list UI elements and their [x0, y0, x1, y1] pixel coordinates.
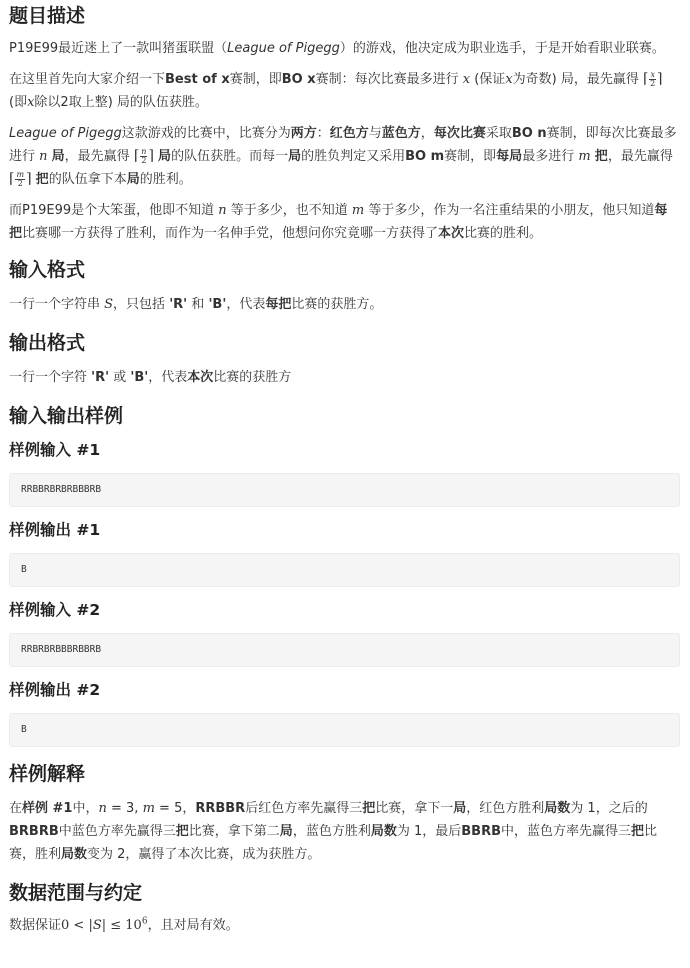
sample-output-1-title: 样例输出 #1: [9, 521, 101, 539]
output-format-heading: 输出格式: [9, 332, 86, 354]
description-paragraph-1: P19E99最近迷上了一款叫猪蛋联盟（League of Pigegg）的游戏，他决定成为职业选手，于是开始看职业联赛。: [9, 41, 665, 56]
explanation-heading: 样例解释: [9, 763, 86, 785]
description-paragraph-4: 而P19E99是个大笨蛋，他即不知道 n 等于多少，也不知道 m 等于多少，作为一名注重结果的小朋友，他只知道每把比赛哪一方获得了胜利，而作为一名伸手党，他想问你究竟哪一方获得了本次比赛的胜利。: [9, 203, 668, 241]
samples-heading: 输入输出样例: [9, 405, 124, 427]
sample-output-2-title: 样例输出 #2: [9, 681, 101, 699]
problem-statement: [0, 1, 690, 937]
sample-input-2[interactable]: RRBRBRBBBRBBRB: [9, 633, 680, 667]
input-format-text: 一行一个字符串 S，只包括 'R' 和 'B'，代表每把比赛的获胜方。: [9, 297, 383, 312]
sample-output-2[interactable]: B: [9, 713, 680, 747]
sample-input-1-title: 样例输入 #1: [9, 441, 101, 459]
constraints-heading: 数据范围与约定: [9, 882, 143, 904]
explanation-text: 在样例 #1中，n = 3, m = 5，RRBBR后红色方率先赢得三把比赛，拿下一局，红色方胜利局数为 1，之后的BRBRB中蓝色方率先赢得三把比赛，拿下第二局，蓝色方胜利局数为 1，最后BBRB中，蓝色方率先赢得三把比赛，胜利局数变为 2，赢得了本次比赛，成为获胜方。: [9, 801, 658, 862]
sample-output-1[interactable]: B: [9, 553, 680, 587]
constraints-text: 数据保证$0 < |S| \le 10^6$，且对局有效。: [9, 916, 239, 933]
description-paragraph-3: League of Pigegg这款游戏的比赛中，比赛分为两方：红色方与蓝色方，每次比赛采取BO n赛制，即每次比赛最多进行 n 局，最先赢得 ⌈ $\frac{n}{2}$ ⌉ 局的队伍获胜。而每一局的胜负判定又采用BO m赛制，即每局最多进行 m 把，最先赢得 ⌈ $\frac{m}{2}$ ⌉ 把的队伍拿下本局的胜利。: [9, 126, 677, 188]
description-heading: 题目描述: [9, 5, 86, 27]
sample-input-2-title: 样例输入 #2: [9, 601, 101, 619]
output-format-text: 一行一个字符 'R' 或 'B'，代表本次比赛的获胜方: [9, 370, 292, 385]
description-paragraph-2: 在这里首先向大家介绍一下Best of x赛制，即BO x赛制：每次比赛最多进行 x (保证x为奇数) 局，最先赢得 ⌈ $\frac{x}{2}$ ⌉ (即x除以2取上整) 局的队伍获胜。: [9, 70, 663, 110]
sample-input-1[interactable]: RRBBRBRBRBBBRB: [9, 473, 680, 507]
input-format-heading: 输入格式: [9, 259, 86, 281]
